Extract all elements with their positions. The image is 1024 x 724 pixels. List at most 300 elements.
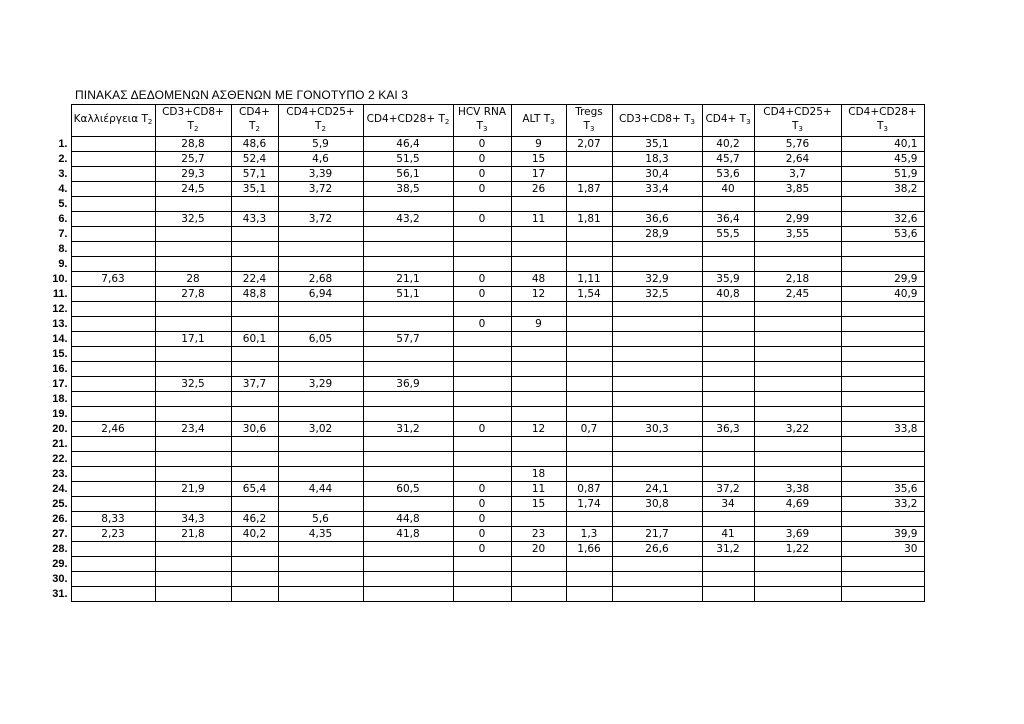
table-cell: [841, 407, 924, 422]
table-cell: [278, 302, 363, 317]
table-cell: [612, 332, 702, 347]
table-row: [44, 182, 924, 197]
table-cell: [231, 392, 278, 407]
table-cell: [612, 347, 702, 362]
data-table-container: [44, 104, 925, 602]
table-cell: 0: [453, 182, 511, 197]
table-cell: 2,68: [278, 272, 363, 287]
table-cell: [453, 557, 511, 572]
table-cell: 18,3: [612, 152, 702, 167]
table-cell: 35,1: [612, 137, 702, 152]
table-cell: [702, 437, 754, 452]
table-row: [44, 362, 924, 377]
table-row: [44, 212, 924, 227]
table-cell: [71, 347, 155, 362]
table-cell: [71, 197, 155, 212]
table-cell: [612, 467, 702, 482]
table-cell: [612, 437, 702, 452]
table-cell: 25,7: [155, 152, 231, 167]
table-cell: 2,07: [566, 137, 612, 152]
row-number: 22.: [44, 452, 71, 467]
table-cell: [363, 572, 453, 587]
table-cell: 35,9: [702, 272, 754, 287]
table-cell: [511, 332, 566, 347]
table-cell: 1,87: [566, 182, 612, 197]
table-cell: [155, 542, 231, 557]
table-cell: [566, 437, 612, 452]
table-cell: 3,55: [754, 227, 841, 242]
column-header: [363, 105, 453, 137]
table-cell: [841, 332, 924, 347]
table-row: [44, 242, 924, 257]
table-row: [44, 422, 924, 437]
table-cell: 2,64: [754, 152, 841, 167]
table-cell: 34,3: [155, 512, 231, 527]
table-cell: 32,5: [612, 287, 702, 302]
table-cell: [231, 362, 278, 377]
row-number: 16.: [44, 362, 71, 377]
table-cell: [278, 452, 363, 467]
table-cell: [278, 197, 363, 212]
row-number: 17.: [44, 377, 71, 392]
column-header-subscript: 3: [482, 125, 488, 133]
table-cell: [566, 317, 612, 332]
table-cell: 36,9: [363, 377, 453, 392]
table-cell: [278, 257, 363, 272]
table-cell: 21,9: [155, 482, 231, 497]
row-number: 14.: [44, 332, 71, 347]
table-cell: 23: [511, 527, 566, 542]
row-number: 25.: [44, 497, 71, 512]
row-number: 7.: [44, 227, 71, 242]
table-cell: 36,4: [702, 212, 754, 227]
table-cell: [453, 302, 511, 317]
table-cell: 36,3: [702, 422, 754, 437]
table-cell: 5,6: [278, 512, 363, 527]
row-number: 12.: [44, 302, 71, 317]
table-cell: 26,6: [612, 542, 702, 557]
table-cell: 28,9: [612, 227, 702, 242]
row-number: 20.: [44, 422, 71, 437]
table-cell: 51,5: [363, 152, 453, 167]
row-number: 26.: [44, 512, 71, 527]
table-cell: [155, 587, 231, 602]
table-cell: 3,85: [754, 182, 841, 197]
table-cell: [231, 542, 278, 557]
table-cell: [511, 392, 566, 407]
table-cell: 27,8: [155, 287, 231, 302]
table-cell: [278, 407, 363, 422]
table-cell: 15: [511, 497, 566, 512]
table-cell: [841, 197, 924, 212]
table-cell: [511, 512, 566, 527]
table-cell: [363, 257, 453, 272]
table-cell: [511, 437, 566, 452]
table-cell: [754, 362, 841, 377]
table-cell: [511, 227, 566, 242]
table-cell: [71, 167, 155, 182]
table-cell: 26: [511, 182, 566, 197]
column-header-subscript: 3: [883, 125, 888, 133]
column-header-label: CD4+CD25+ T: [763, 106, 832, 132]
column-header-label: CD4+ T: [239, 106, 270, 132]
table-cell: 0: [453, 317, 511, 332]
table-cell: 3,69: [754, 527, 841, 542]
table-cell: 0: [453, 272, 511, 287]
table-cell: [702, 392, 754, 407]
table-cell: 2,99: [754, 212, 841, 227]
table-cell: 48: [511, 272, 566, 287]
table-cell: 41,8: [363, 527, 453, 542]
table-cell: [155, 242, 231, 257]
table-cell: [702, 242, 754, 257]
table-cell: 23,4: [155, 422, 231, 437]
column-header: [231, 105, 278, 137]
table-cell: 1,66: [566, 542, 612, 557]
table-cell: [231, 572, 278, 587]
table-cell: [453, 362, 511, 377]
table-cell: [363, 497, 453, 512]
table-cell: [453, 452, 511, 467]
table-cell: [612, 242, 702, 257]
column-header-subscript: 2: [255, 125, 260, 133]
column-header-label: CD4+CD28+ T: [848, 106, 917, 132]
table-cell: 38,5: [363, 182, 453, 197]
table-cell: 39,9: [841, 527, 924, 542]
table-cell: 3,39: [278, 167, 363, 182]
table-cell: [453, 392, 511, 407]
table-cell: [363, 197, 453, 212]
table-cell: [702, 587, 754, 602]
table-row: [44, 407, 924, 422]
table-cell: [566, 167, 612, 182]
table-row: [44, 347, 924, 362]
column-header-subscript: 3: [798, 125, 803, 133]
table-cell: [155, 197, 231, 212]
table-cell: [231, 587, 278, 602]
table-cell: [71, 182, 155, 197]
column-header-label: CD4+CD25+ T: [286, 106, 355, 132]
table-row: [44, 587, 924, 602]
table-cell: [363, 587, 453, 602]
table-cell: 3,29: [278, 377, 363, 392]
table-cell: [702, 377, 754, 392]
table-cell: [566, 347, 612, 362]
table-cell: [612, 377, 702, 392]
table-cell: 7,63: [71, 272, 155, 287]
table-cell: [363, 467, 453, 482]
table-cell: [231, 197, 278, 212]
table-cell: [566, 452, 612, 467]
table-cell: 3,72: [278, 182, 363, 197]
table-cell: 0: [453, 422, 511, 437]
row-number: 1.: [44, 137, 71, 152]
table-cell: [566, 572, 612, 587]
table-cell: [612, 362, 702, 377]
header-corner: [44, 105, 71, 137]
table-cell: [71, 362, 155, 377]
table-cell: 1,22: [754, 542, 841, 557]
table-cell: [754, 557, 841, 572]
table-cell: [702, 557, 754, 572]
table-cell: [231, 242, 278, 257]
table-cell: [754, 452, 841, 467]
table-cell: [71, 257, 155, 272]
table-cell: 1,54: [566, 287, 612, 302]
table-cell: [71, 227, 155, 242]
table-row: [44, 377, 924, 392]
table-cell: 30: [841, 542, 924, 557]
row-number: 4.: [44, 182, 71, 197]
table-row: [44, 497, 924, 512]
row-number: 5.: [44, 197, 71, 212]
table-cell: 40: [702, 182, 754, 197]
table-cell: [841, 572, 924, 587]
table-cell: 35,1: [231, 182, 278, 197]
table-cell: [231, 317, 278, 332]
row-number: 31.: [44, 587, 71, 602]
table-header-row: [44, 105, 924, 137]
table-cell: 2,45: [754, 287, 841, 302]
table-cell: 18: [511, 467, 566, 482]
table-cell: 30,8: [612, 497, 702, 512]
table-cell: [511, 362, 566, 377]
table-cell: 1,81: [566, 212, 612, 227]
row-number: 3.: [44, 167, 71, 182]
table-cell: [71, 137, 155, 152]
table-row: [44, 437, 924, 452]
table-row: [44, 467, 924, 482]
table-cell: 3,02: [278, 422, 363, 437]
table-cell: 17: [511, 167, 566, 182]
table-cell: 0: [453, 482, 511, 497]
column-header-subscript: 2: [193, 125, 199, 133]
table-cell: 32,6: [841, 212, 924, 227]
column-header: [155, 105, 231, 137]
column-header-subscript: 3: [550, 118, 555, 126]
table-cell: 1,11: [566, 272, 612, 287]
table-cell: [71, 482, 155, 497]
table-cell: 0,7: [566, 422, 612, 437]
table-cell: 51,1: [363, 287, 453, 302]
table-cell: 30,4: [612, 167, 702, 182]
table-cell: 30,3: [612, 422, 702, 437]
table-cell: [453, 197, 511, 212]
table-cell: [453, 257, 511, 272]
table-cell: [754, 332, 841, 347]
table-cell: [566, 557, 612, 572]
table-cell: [566, 407, 612, 422]
table-cell: [511, 302, 566, 317]
table-row: [44, 287, 924, 302]
table-cell: [71, 572, 155, 587]
table-cell: 0: [453, 542, 511, 557]
row-number: 30.: [44, 572, 71, 587]
row-number: 2.: [44, 152, 71, 167]
column-header: [566, 105, 612, 137]
column-header: [511, 105, 566, 137]
table-cell: 32,5: [155, 377, 231, 392]
table-cell: [231, 302, 278, 317]
column-header-subscript: 2: [321, 125, 326, 133]
table-cell: 2,23: [71, 527, 155, 542]
table-cell: 31,2: [363, 422, 453, 437]
table-cell: [754, 512, 841, 527]
table-cell: [511, 572, 566, 587]
table-cell: [155, 497, 231, 512]
column-header: [841, 105, 924, 137]
table-cell: 9: [511, 317, 566, 332]
table-cell: [702, 512, 754, 527]
table-cell: 65,4: [231, 482, 278, 497]
table-cell: [363, 242, 453, 257]
table-row: [44, 482, 924, 497]
table-cell: 37,7: [231, 377, 278, 392]
table-cell: [278, 362, 363, 377]
table-cell: 24,5: [155, 182, 231, 197]
table-row: [44, 452, 924, 467]
row-number: 13.: [44, 317, 71, 332]
table-cell: 3,38: [754, 482, 841, 497]
table-cell: 32,9: [612, 272, 702, 287]
table-cell: 9: [511, 137, 566, 152]
table-cell: [278, 587, 363, 602]
table-cell: [754, 257, 841, 272]
table-cell: [231, 257, 278, 272]
table-cell: [566, 587, 612, 602]
table-cell: [231, 437, 278, 452]
table-cell: 3,7: [754, 167, 841, 182]
table-cell: 36,6: [612, 212, 702, 227]
table-cell: 21,1: [363, 272, 453, 287]
table-cell: 17,1: [155, 332, 231, 347]
table-cell: [231, 407, 278, 422]
table-cell: [754, 197, 841, 212]
table-cell: 0: [453, 512, 511, 527]
table-cell: 0: [453, 527, 511, 542]
table-cell: [754, 392, 841, 407]
table-cell: 22,4: [231, 272, 278, 287]
table-cell: [612, 452, 702, 467]
column-header: [702, 105, 754, 137]
table-cell: [754, 587, 841, 602]
table-cell: [155, 317, 231, 332]
table-cell: [841, 392, 924, 407]
table-cell: [511, 377, 566, 392]
table-cell: [841, 512, 924, 527]
table-cell: [566, 362, 612, 377]
table-row: [44, 317, 924, 332]
table-cell: [754, 467, 841, 482]
column-header-subscript: 3: [589, 125, 595, 133]
table-cell: [511, 257, 566, 272]
table-cell: [71, 542, 155, 557]
row-number: 8.: [44, 242, 71, 257]
table-cell: [71, 587, 155, 602]
column-header-subscript: 3: [690, 118, 695, 126]
table-cell: [155, 362, 231, 377]
table-cell: [511, 242, 566, 257]
table-cell: [363, 542, 453, 557]
row-number: 21.: [44, 437, 71, 452]
table-cell: [511, 452, 566, 467]
table-cell: [71, 377, 155, 392]
column-header-subscript: 2: [147, 118, 153, 126]
table-cell: [155, 452, 231, 467]
table-cell: [841, 242, 924, 257]
table-cell: 33,8: [841, 422, 924, 437]
table-cell: [363, 317, 453, 332]
row-number: 19.: [44, 407, 71, 422]
table-cell: [612, 407, 702, 422]
table-cell: [612, 392, 702, 407]
column-header: [71, 105, 155, 137]
table-cell: [155, 347, 231, 362]
table-cell: 38,2: [841, 182, 924, 197]
row-number: 11.: [44, 287, 71, 302]
table-cell: [71, 467, 155, 482]
table-cell: [612, 572, 702, 587]
table-row: [44, 542, 924, 557]
table-cell: 0: [453, 497, 511, 512]
table-cell: [841, 257, 924, 272]
table-cell: [155, 257, 231, 272]
table-row: [44, 332, 924, 347]
table-cell: [566, 392, 612, 407]
table-cell: [754, 437, 841, 452]
table-cell: [231, 227, 278, 242]
table-cell: [841, 347, 924, 362]
table-cell: [363, 227, 453, 242]
table-cell: [155, 467, 231, 482]
table-cell: [702, 452, 754, 467]
table-cell: [754, 377, 841, 392]
column-header: [612, 105, 702, 137]
table-cell: [155, 557, 231, 572]
table-row: [44, 137, 924, 152]
table-cell: [566, 332, 612, 347]
table-cell: 11: [511, 212, 566, 227]
table-cell: [453, 227, 511, 242]
table-cell: 57,7: [363, 332, 453, 347]
table-cell: [71, 242, 155, 257]
table-cell: [841, 362, 924, 377]
table-cell: [453, 347, 511, 362]
table-cell: 5,9: [278, 137, 363, 152]
table-cell: [363, 392, 453, 407]
table-cell: [702, 467, 754, 482]
table-cell: [363, 302, 453, 317]
table-cell: 40,8: [702, 287, 754, 302]
table-cell: [363, 557, 453, 572]
row-number: 15.: [44, 347, 71, 362]
table-cell: [155, 407, 231, 422]
table-body: [44, 137, 924, 602]
page-title: ΠΙΝΑΚΑΣ ΔΕΔΟΜΕΝΩΝ ΑΣΘΕΝΩΝ ΜΕ ΓΟΝΟΤΥΠΟ 2 ΚΑΙ 3: [75, 88, 409, 102]
table-cell: [612, 557, 702, 572]
table-cell: [841, 377, 924, 392]
table-cell: 2,18: [754, 272, 841, 287]
table-cell: 51,9: [841, 167, 924, 182]
table-cell: [841, 557, 924, 572]
table-cell: [278, 542, 363, 557]
table-cell: [71, 497, 155, 512]
table-cell: [363, 362, 453, 377]
table-cell: 55,5: [702, 227, 754, 242]
table-cell: 33,4: [612, 182, 702, 197]
table-cell: 8,33: [71, 512, 155, 527]
table-cell: [702, 257, 754, 272]
